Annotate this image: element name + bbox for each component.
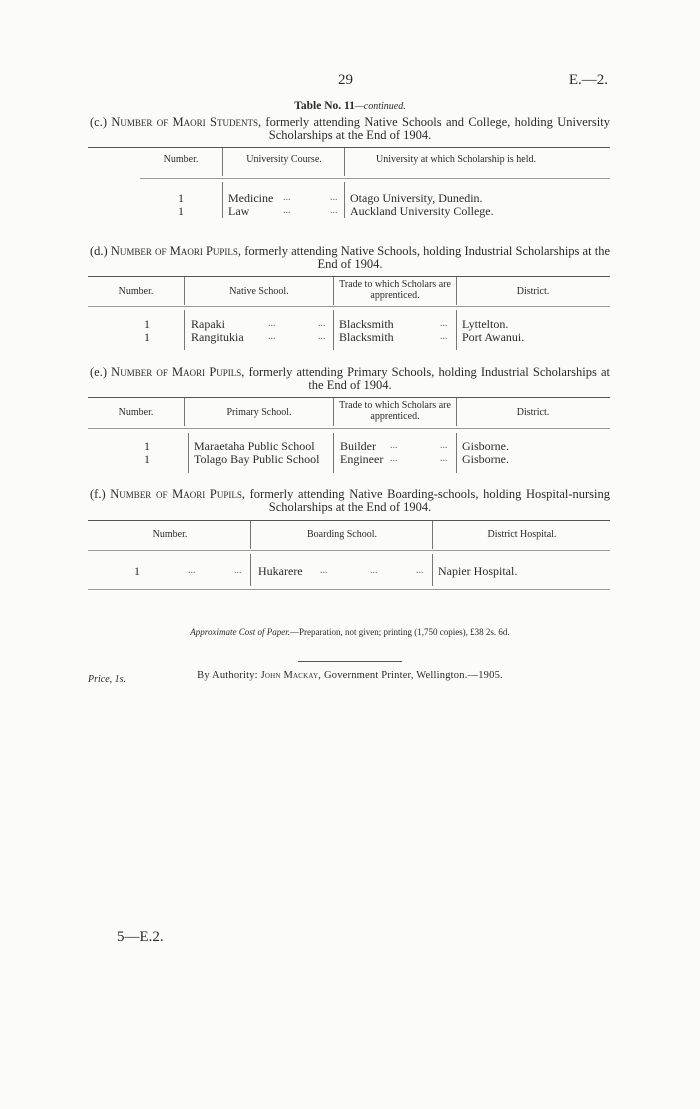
section-e-heading-text: formerly attending Primary Schools, holding Industrial Scholarships at the End of 1904.: [244, 365, 611, 392]
section-c-label: (c.): [90, 115, 107, 129]
leader-dots: ...: [390, 453, 398, 464]
section-d-heading-text: formerly attending Native Schools, holding Industrial Scholarships at the End of 1904.: [241, 244, 611, 271]
leader-dots: ...: [283, 192, 291, 203]
table-cell: 1: [134, 564, 140, 578]
section-d-col-number: Number.: [118, 286, 154, 297]
table-cell: Law: [228, 204, 250, 218]
section-f-col-hospital: District Hospital.: [487, 529, 557, 540]
section-f-divider: [432, 554, 433, 586]
leader-dots: ...: [188, 565, 196, 576]
section-e-divider: [188, 433, 189, 473]
table-cell: 1: [178, 204, 184, 218]
table-cell: Rangitukia: [191, 330, 244, 344]
table-cell: Hukarere: [258, 564, 303, 578]
leader-dots: ...: [268, 331, 276, 342]
table-cell: 1: [144, 439, 150, 453]
table-cell: Medicine: [228, 191, 274, 205]
section-f-top-rule: [88, 520, 610, 521]
section-f-divider: [250, 521, 251, 549]
leader-dots: ...: [318, 331, 326, 342]
section-e-col-district: District.: [516, 407, 550, 418]
section-e-heading: [90, 366, 610, 392]
leader-dots: ...: [283, 205, 291, 216]
section-e-top-rule: [88, 397, 610, 398]
section-c-divider: [222, 148, 223, 176]
section-f-bottom-rule: [88, 589, 610, 590]
section-e-header-rule: [88, 428, 610, 429]
table-title: [0, 100, 700, 112]
table-cell: Gisborne.: [462, 439, 509, 453]
leader-dots: ...: [330, 192, 338, 203]
leader-dots: ...: [440, 453, 448, 464]
section-f-heading: [90, 488, 610, 514]
section-e-divider: [333, 433, 334, 473]
document-reference: E.—2.: [568, 72, 608, 88]
section-c-heading-text: formerly attending Native Schools and College, holding University Scholarships at the End of 1904.: [261, 115, 610, 142]
section-f-divider: [250, 554, 251, 586]
section-d-divider: [456, 310, 457, 350]
section-d-divider: [184, 277, 185, 305]
section-d-divider: [184, 310, 185, 350]
leader-dots: ...: [234, 565, 242, 576]
section-e-divider: [184, 398, 185, 426]
section-d-col-school: Native School.: [229, 286, 289, 297]
table-cell: Otago University, Dunedin.: [350, 191, 483, 205]
section-d-label: (d.): [90, 244, 108, 258]
section-f-col-number: Number.: [152, 529, 188, 540]
table-cell: Tolago Bay Public School: [194, 452, 320, 466]
section-d-heading-caps: Number of Maori Pupils,: [110, 244, 242, 258]
table-cell: Rapaki: [191, 317, 225, 331]
section-e-heading-caps: Number of Maori Pupils,: [111, 365, 245, 379]
section-c-col-course: University Course.: [246, 154, 322, 165]
section-e-col-number: Number.: [118, 407, 154, 418]
cost-note-text: —Preparation, not given; printing (1,750 copies), £38 2s. 6d.: [289, 627, 510, 637]
section-d-top-rule: [88, 276, 610, 277]
table-cell: Engineer: [340, 452, 384, 466]
cost-note: [0, 627, 700, 637]
section-c-divider: [344, 148, 345, 176]
leader-dots: ...: [330, 205, 338, 216]
section-f-label: (f.): [90, 487, 106, 501]
table-cell: 1: [178, 191, 184, 205]
section-e-divider: [456, 398, 457, 426]
section-e-col-school: Primary School.: [226, 407, 292, 418]
table-cell: Blacksmith: [339, 317, 394, 331]
section-c-col-university: University at which Scholarship is held.: [376, 154, 536, 165]
leader-dots: ...: [320, 565, 328, 576]
table-cell: Auckland University College.: [350, 204, 494, 218]
table-title-continued: —continued.: [354, 101, 406, 112]
page-number: 29: [338, 72, 353, 88]
section-c-top-rule: [88, 147, 610, 148]
leader-dots: ...: [440, 331, 448, 342]
section-c-divider: [344, 182, 345, 218]
leader-dots: ...: [440, 318, 448, 329]
printer-name: John Mackay,: [260, 670, 322, 681]
table-cell: Napier Hospital.: [438, 564, 518, 578]
table-title-main: Table No. 11: [294, 100, 355, 112]
leader-dots: ...: [318, 318, 326, 329]
section-d-divider: [333, 310, 334, 350]
table-cell: 1: [144, 317, 150, 331]
section-c-header-rule: [140, 178, 610, 179]
section-e-col-trade: Trade to which Scholars are apprenticed.: [339, 400, 451, 422]
leader-dots: ...: [440, 440, 448, 451]
cost-note-label: Approximate Cost of Paper.: [190, 627, 290, 637]
section-d-header-rule: [88, 306, 610, 307]
section-c-col-number: Number.: [163, 154, 199, 165]
section-f-heading-caps: Number of Maori Pupils,: [110, 487, 245, 501]
table-cell: Port Awanui.: [462, 330, 525, 344]
section-c-heading-caps: Number of Maori Students,: [111, 115, 262, 129]
price: Price, 1s.: [88, 674, 127, 685]
table-cell: 1: [144, 452, 150, 466]
section-e-divider: [456, 433, 457, 473]
section-f-col-school: Boarding School.: [307, 529, 377, 540]
section-f-heading-text: formerly attending Native Boarding-schools, holding Hospital-nursing Scholarships at the End of 1904.: [244, 487, 611, 514]
section-c-divider: [222, 182, 223, 218]
authority-prefix: By Authority:: [197, 670, 261, 681]
section-d-divider: [456, 277, 457, 305]
section-d-col-district: District.: [516, 286, 550, 297]
footer-rule: [298, 661, 402, 662]
table-cell: 1: [144, 330, 150, 344]
leader-dots: ...: [390, 440, 398, 451]
section-e-label: (e.): [90, 365, 107, 379]
section-f-header-rule: [88, 550, 610, 551]
section-d-col-trade: Trade to which Scholars are apprenticed.: [339, 279, 451, 301]
authority-suffix: Government Printer, Wellington.—1905.: [321, 670, 503, 681]
leader-dots: ...: [370, 565, 378, 576]
leader-dots: ...: [268, 318, 276, 329]
table-cell: Lyttelton.: [462, 317, 509, 331]
table-cell: Blacksmith: [339, 330, 394, 344]
section-d-divider: [333, 277, 334, 305]
section-f-divider: [432, 521, 433, 549]
table-cell: Gisborne.: [462, 452, 509, 466]
table-cell: Builder: [340, 439, 376, 453]
signature-mark: 5—E.2.: [117, 929, 164, 945]
leader-dots: ...: [416, 565, 424, 576]
table-cell: Maraetaha Public School: [194, 439, 315, 453]
section-d-heading: [90, 245, 610, 271]
section-c-heading: [90, 116, 610, 142]
section-e-divider: [333, 398, 334, 426]
